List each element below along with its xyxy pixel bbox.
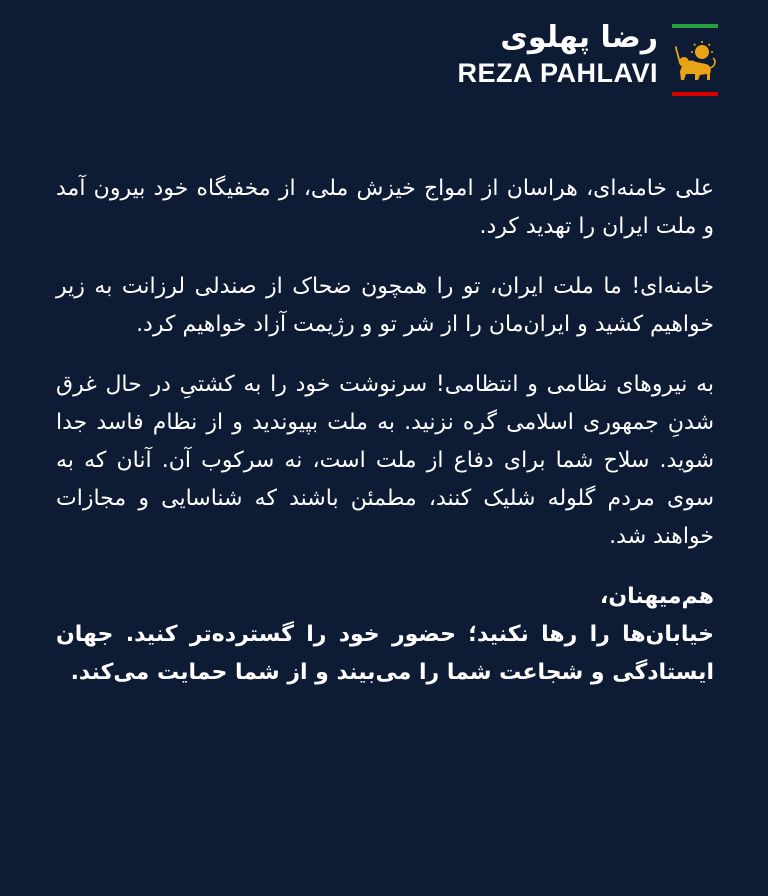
paragraph-4-heading: هم‌میهنان،: [599, 584, 714, 609]
paragraph-4: خیابان‌ها را رها نکنید؛ حضور خود را گسترده‌تر کنید. جهان ایستادگی و شجاعت شما را می‌بیند و از شما حمایت می‌کند.: [56, 622, 714, 685]
logo: [458, 18, 659, 88]
paragraph-1: علی خامنه‌ای، هراسان از امواج خیزش ملی، از مخفیگاه خود بیرون آمد و ملت ایران را تهدید کرد.: [56, 176, 714, 239]
logo-latin-text: REZA PAHLAVI: [457, 58, 658, 88]
logo-farsi-text: رضا پهلوی: [500, 20, 658, 55]
paragraph-3: به نیروهای نظامی و انتظامی! سرنوشت خود را به کشتیِ در حال غرق شدنِ جمهوری اسلامی گره نزنید. به ملت بپیوندید و از نظام فاسد جدا شوید. سلاح شما برای دفاع از ملت است، نه سرکوب آن. آنان که به سوی مردم گلوله شلیک کنند، مطمئن باشند که شناسایی و مجازات خواهند شد.: [56, 372, 714, 549]
header: [458, 18, 659, 88]
lion-and-sun-icon: [672, 24, 718, 96]
statement-body: [56, 170, 714, 692]
paragraph-2: خامنه‌ای! ما ملت ایران، تو را همچون ضحاک از صندلی لرزانت به زیر خواهیم کشید و ایران‌مان را از شر تو و رژیمت آزاد خواهیم کرد.: [56, 274, 714, 337]
